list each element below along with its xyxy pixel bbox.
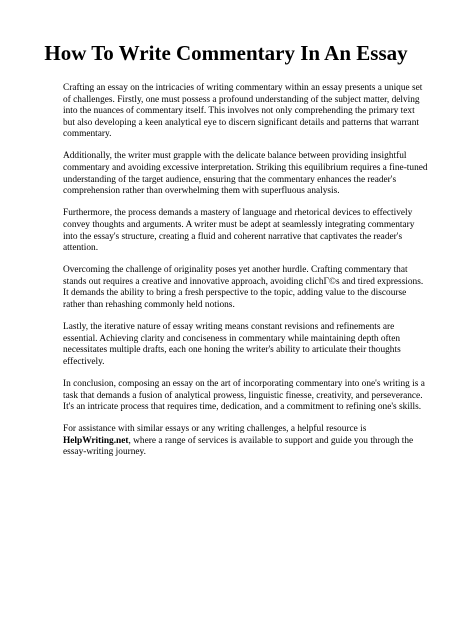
- text-line: commentary.: [63, 129, 112, 140]
- text-line: Lastly, the iterative nature of essay writing means constant revisions and refinements are: [63, 322, 395, 333]
- text-line: In conclusion, composing an essay on the art of incorporating commentary into one's writing is a: [63, 378, 425, 389]
- paragraph-balance: [63, 151, 428, 197]
- text-line: necessitates multiple drafts, each one honing the writer's ability to articulate their thoughts: [63, 345, 401, 356]
- text-line: Furthermore, the process demands a mastery of language and rhetorical devices to effectively: [63, 208, 413, 219]
- text-line: into the essay's structure, creating a fluid and coherent narrative that captivates the reader's: [63, 231, 403, 242]
- text-line: rather than rehashing commonly held notions.: [63, 300, 235, 310]
- text-line: Additionally, the writer must grapple with the delicate balance between providing insightful: [63, 151, 407, 162]
- text-line: Crafting an essay on the intricacies of writing commentary within an essay presents a unique set: [63, 83, 423, 93]
- text-line: It demands the ability to bring a fresh perspective to the topic, adding value to the discourse: [63, 288, 407, 299]
- document-title: How To Write Commentary In An Essay: [44, 41, 408, 65]
- text-line: For assistance with similar essays or any writing challenges, a helpful resource is: [63, 424, 367, 435]
- paragraph-revisions: [63, 322, 401, 368]
- paragraph-originality: [63, 265, 424, 311]
- document-body: [63, 83, 428, 470]
- paragraph-conclusion: [63, 378, 425, 414]
- brand-name: HelpWriting.net: [63, 435, 129, 446]
- text-line: task that demands a fusion of analytical prowess, linguistic finesse, creativity, and perseverance.: [63, 390, 423, 401]
- paragraph-language: [63, 208, 415, 254]
- text-line: of challenges. Firstly, one must possess a profound understanding of the subject matter, delving: [63, 94, 420, 105]
- paragraph-intro: [63, 83, 423, 141]
- text-line: understanding of the target audience, ensuring that the commentary enhances the reader's: [63, 174, 397, 185]
- paragraph-closing: [63, 424, 414, 459]
- text-line: but also developing a keen analytical eye to discern significant details and patterns that warrant: [63, 117, 419, 128]
- text-line: into the nuances of commentary itself. This involves not only comprehending the primary text: [63, 106, 415, 117]
- text-line: essential. Achieving clarity and conciseness in commentary while maintaining depth often: [63, 333, 401, 344]
- text-line: commentary and avoiding excessive interpretation. Striking this equilibrium requires a fine-tuned: [63, 163, 428, 174]
- text-line: effectively.: [63, 356, 105, 367]
- text-line: essay-writing journey.: [63, 447, 146, 458]
- closing-text-rest: , where a range of services is available to support and guide you through the: [128, 435, 414, 446]
- text-line-with-brand: [63, 435, 414, 448]
- text-line: attention.: [63, 243, 99, 254]
- text-line: convey thoughts and arguments. A writer must be adept at seamlessly integrating commentary: [63, 219, 415, 230]
- text-line: It's an intricate process that requires time, dedication, and a commitment to refining one's skills.: [63, 402, 422, 413]
- text-line: Overcoming the challenge of originality poses yet another hurdle. Crafting commentary that: [63, 265, 408, 276]
- text-line: comprehension rather than overwhelming them with superfluous analysis.: [63, 186, 340, 197]
- text-line: stands out requires a creative and innovative approach, avoiding clichГ©s and tired expressions.: [63, 276, 424, 287]
